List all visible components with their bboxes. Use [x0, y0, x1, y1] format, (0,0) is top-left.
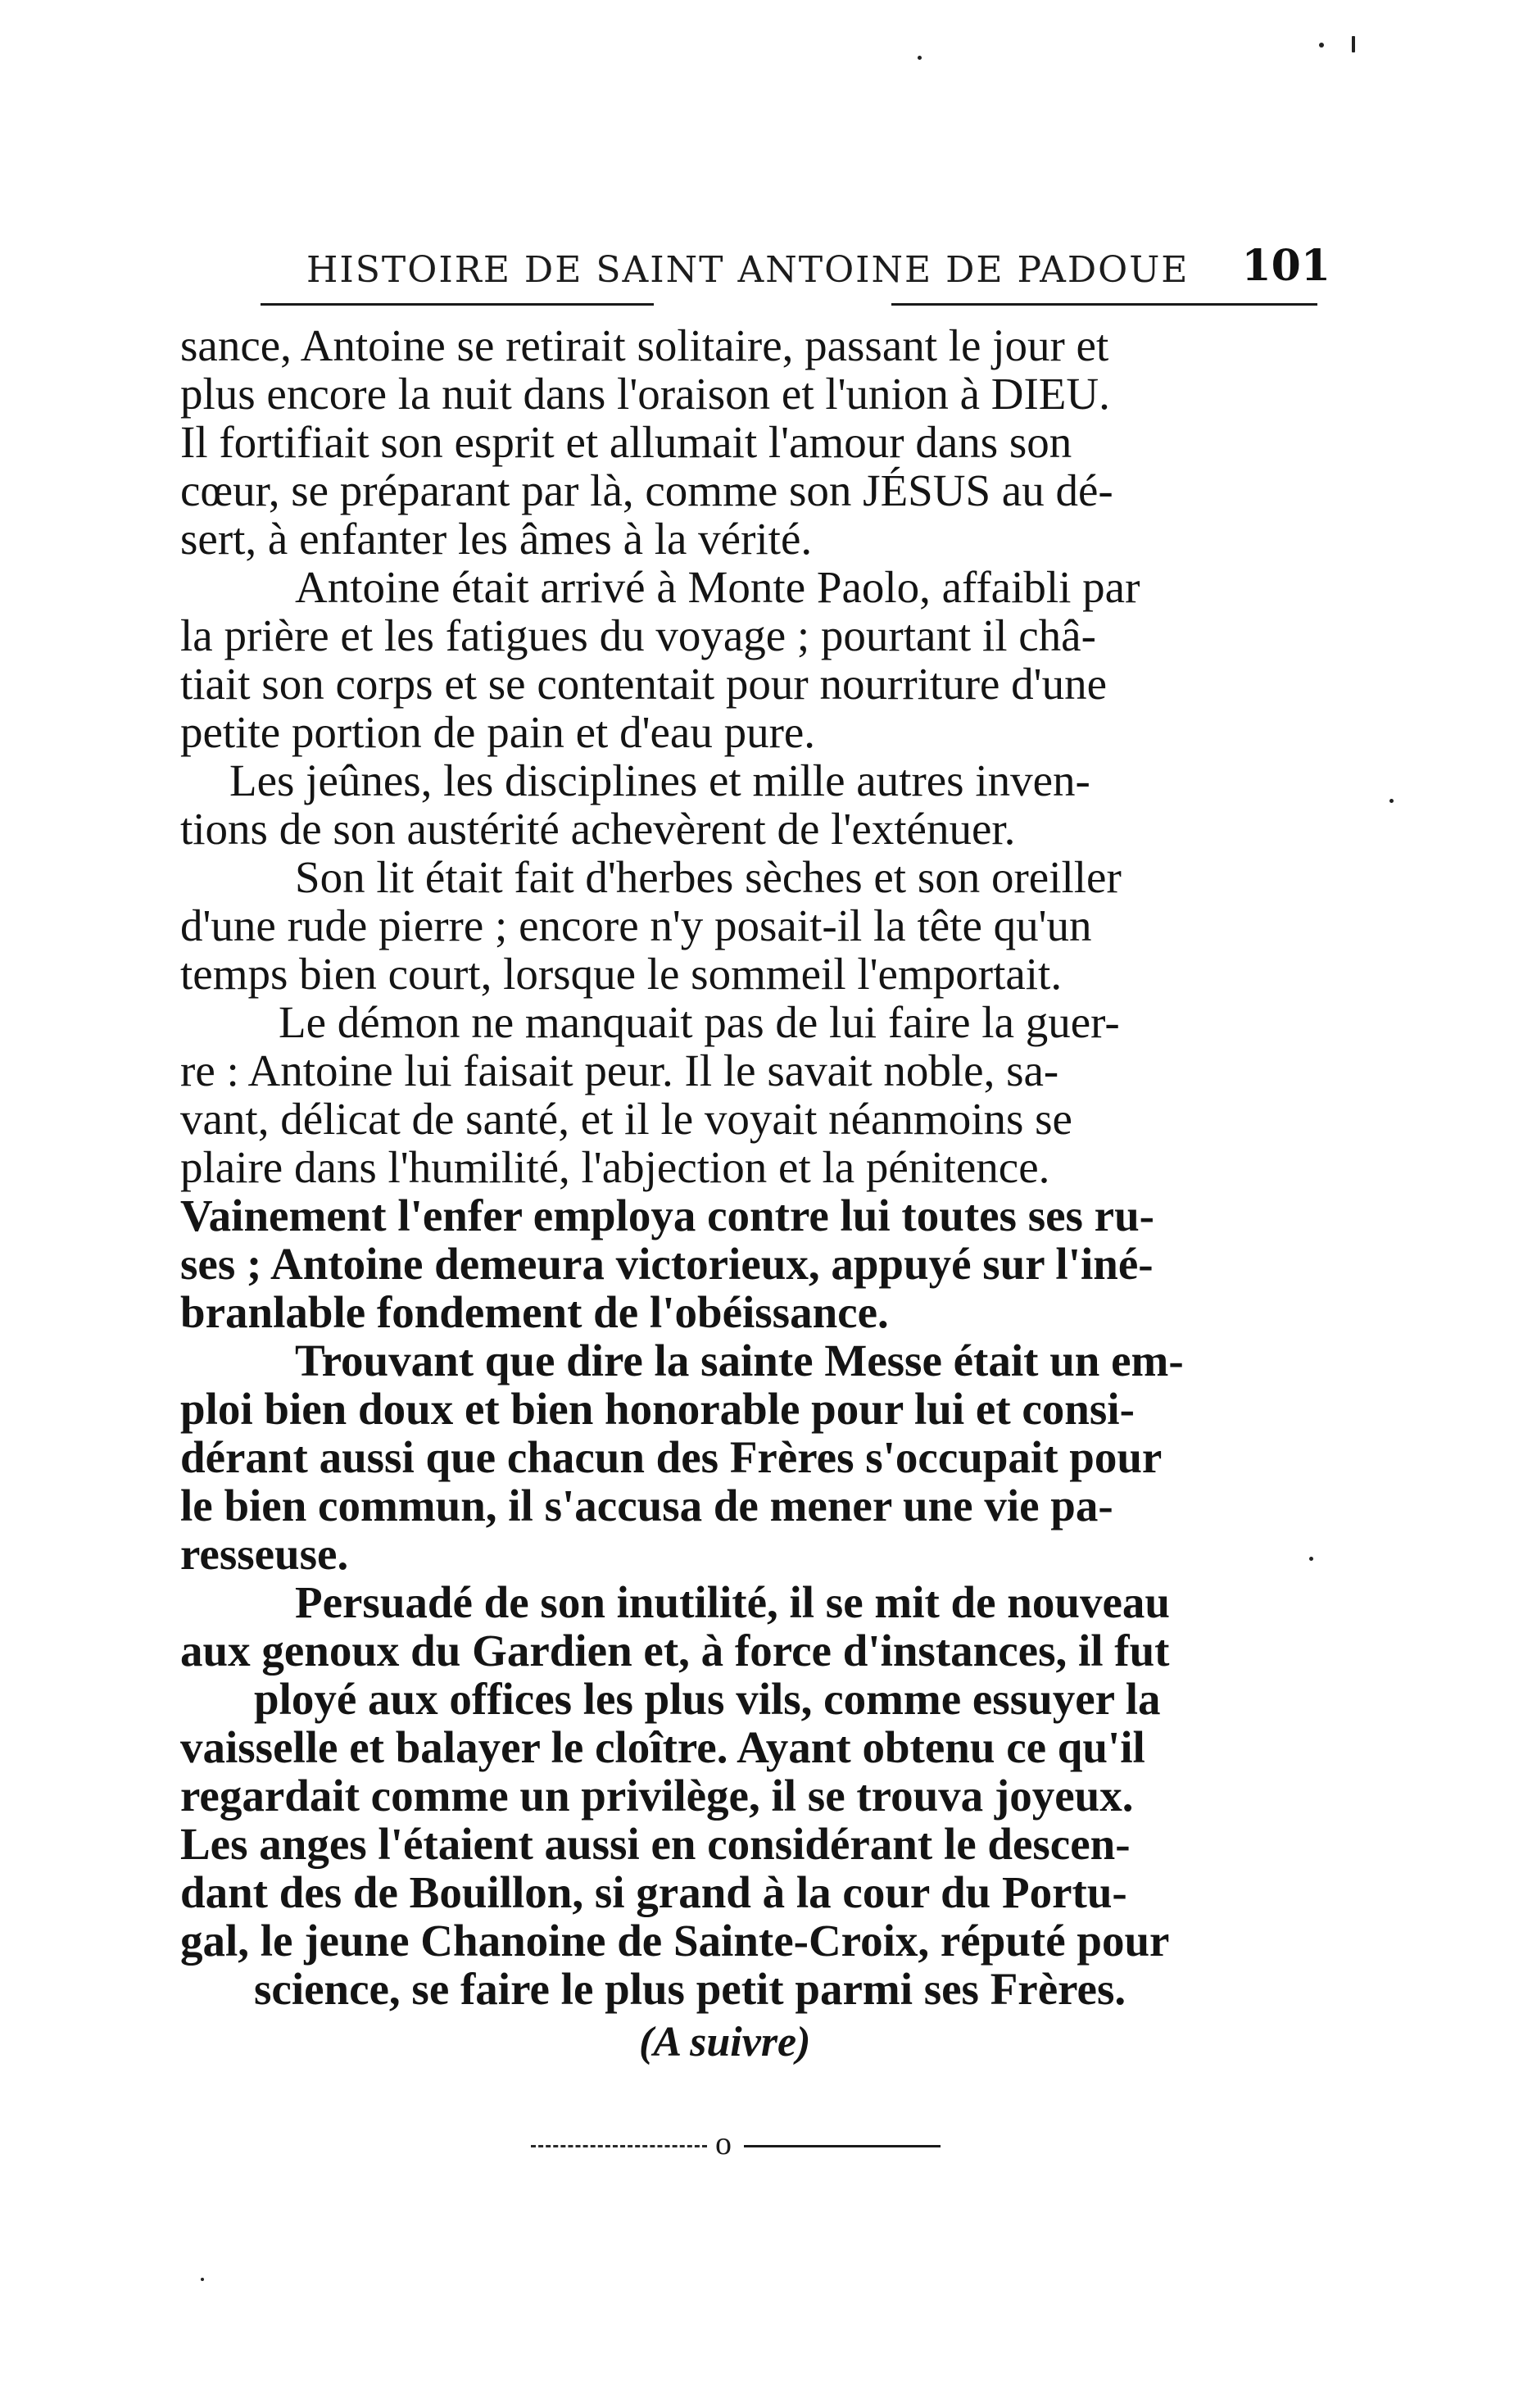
ornament-center: o [715, 2125, 732, 2161]
text-line: vant, délicat de santé, et il le voyait néanmoins se [180, 1094, 1072, 1144]
ink-speck [1319, 43, 1324, 48]
text-line: le bien commun, il s'accusa de mener une vie pa- [180, 1481, 1113, 1531]
ink-speck [1389, 799, 1394, 803]
text-line: branlable fondement de l'obéissance. [180, 1287, 889, 1337]
text-line: la prière et les fatigues du voyage ; pourtant il châ- [180, 610, 1096, 660]
ink-speck [1352, 36, 1355, 52]
text-line: dant des de Bouillon, si grand à la cour du Portu- [180, 1867, 1127, 1917]
text-line: vaisselle et balayer le cloître. Ayant obtenu ce qu'il [180, 1722, 1145, 1772]
page-header [306, 241, 1330, 298]
text-line: cœur, se préparant par là, comme son JÉSUS au dé- [180, 465, 1113, 515]
text-line: Persuadé de son inutilité, il se mit de nouveau [295, 1577, 1170, 1627]
ink-speck [201, 2278, 204, 2281]
text-line: science, se faire le plus petit parmi ses Frères. [254, 1964, 1126, 2014]
text-line: Vainement l'enfer employa contre lui toutes ses ru- [180, 1190, 1154, 1240]
header-rule [261, 303, 1317, 306]
text-line: Trouvant que dire la sainte Messe était un em- [295, 1336, 1184, 1385]
page-number: 101 [1241, 241, 1330, 291]
text-line: ploi bien doux et bien honorable pour lui et consi- [180, 1384, 1135, 1434]
text-line: ployé aux offices les plus vils, comme essuyer la [254, 1674, 1161, 1724]
text-line: re : Antoine lui faisait peur. Il le savait noble, sa- [180, 1045, 1059, 1095]
text-line: Il fortifiait son esprit et allumait l'amour dans son [180, 417, 1072, 467]
text-line: temps bien court, lorsque le sommeil l'emportait. [180, 949, 1063, 999]
text-line: Les anges l'étaient aussi en considérant le descen- [180, 1819, 1131, 1869]
text-line: petite portion de pain et d'eau pure. [180, 707, 816, 757]
text-line: ses ; Antoine demeura victorieux, appuyé sur l'iné- [180, 1239, 1154, 1289]
text-line: Son lit était fait d'herbes sèches et son oreiller [295, 852, 1122, 902]
text-line: plaire dans l'humilité, l'abjection et la pénitence. [180, 1142, 1050, 1192]
to-be-continued: (A suivre) [639, 2019, 811, 2066]
text-line: tiait son corps et se contentait pour nourriture d'une [180, 659, 1107, 709]
text-line: sert, à enfanter les âmes à la vérité. [180, 514, 813, 564]
text-line: resseuse. [180, 1529, 349, 1579]
text-line: tions de son austérité achevèrent de l'exténuer. [180, 804, 1016, 854]
text-line: sance, Antoine se retirait solitaire, passant le jour et [180, 320, 1109, 370]
text-line: aux genoux du Gardien et, à force d'instances, il fut [180, 1626, 1170, 1676]
ornament-dashes-left [531, 2145, 707, 2147]
text-line: plus encore la nuit dans l'oraison et l'union à DIEU. [180, 369, 1110, 419]
text-line: regardait comme un privilège, il se trouva joyeux. [180, 1771, 1134, 1821]
text-line: Le démon ne manquait pas de lui faire la guer- [279, 997, 1120, 1047]
text-line: d'une rude pierre ; encore n'y posait-il la tête qu'un [180, 900, 1092, 950]
ink-speck [1309, 1557, 1313, 1561]
text-line: dérant aussi que chacun des Frères s'occupait pour [180, 1432, 1163, 1482]
running-title: HISTOIRE DE SAINT ANTOINE DE PADOUE [306, 249, 1190, 291]
text-line: gal, le jeune Chanoine de Sainte-Croix, réputé pour [180, 1916, 1170, 1966]
text-line: Antoine était arrivé à Monte Paolo, affaibli par [295, 562, 1140, 612]
end-ornament [531, 2125, 941, 2161]
ink-speck [918, 56, 922, 60]
text-line: Les jeûnes, les disciplines et mille autres inven- [229, 755, 1090, 805]
body-text [180, 321, 1327, 2013]
ornament-rule-right [744, 2145, 941, 2147]
